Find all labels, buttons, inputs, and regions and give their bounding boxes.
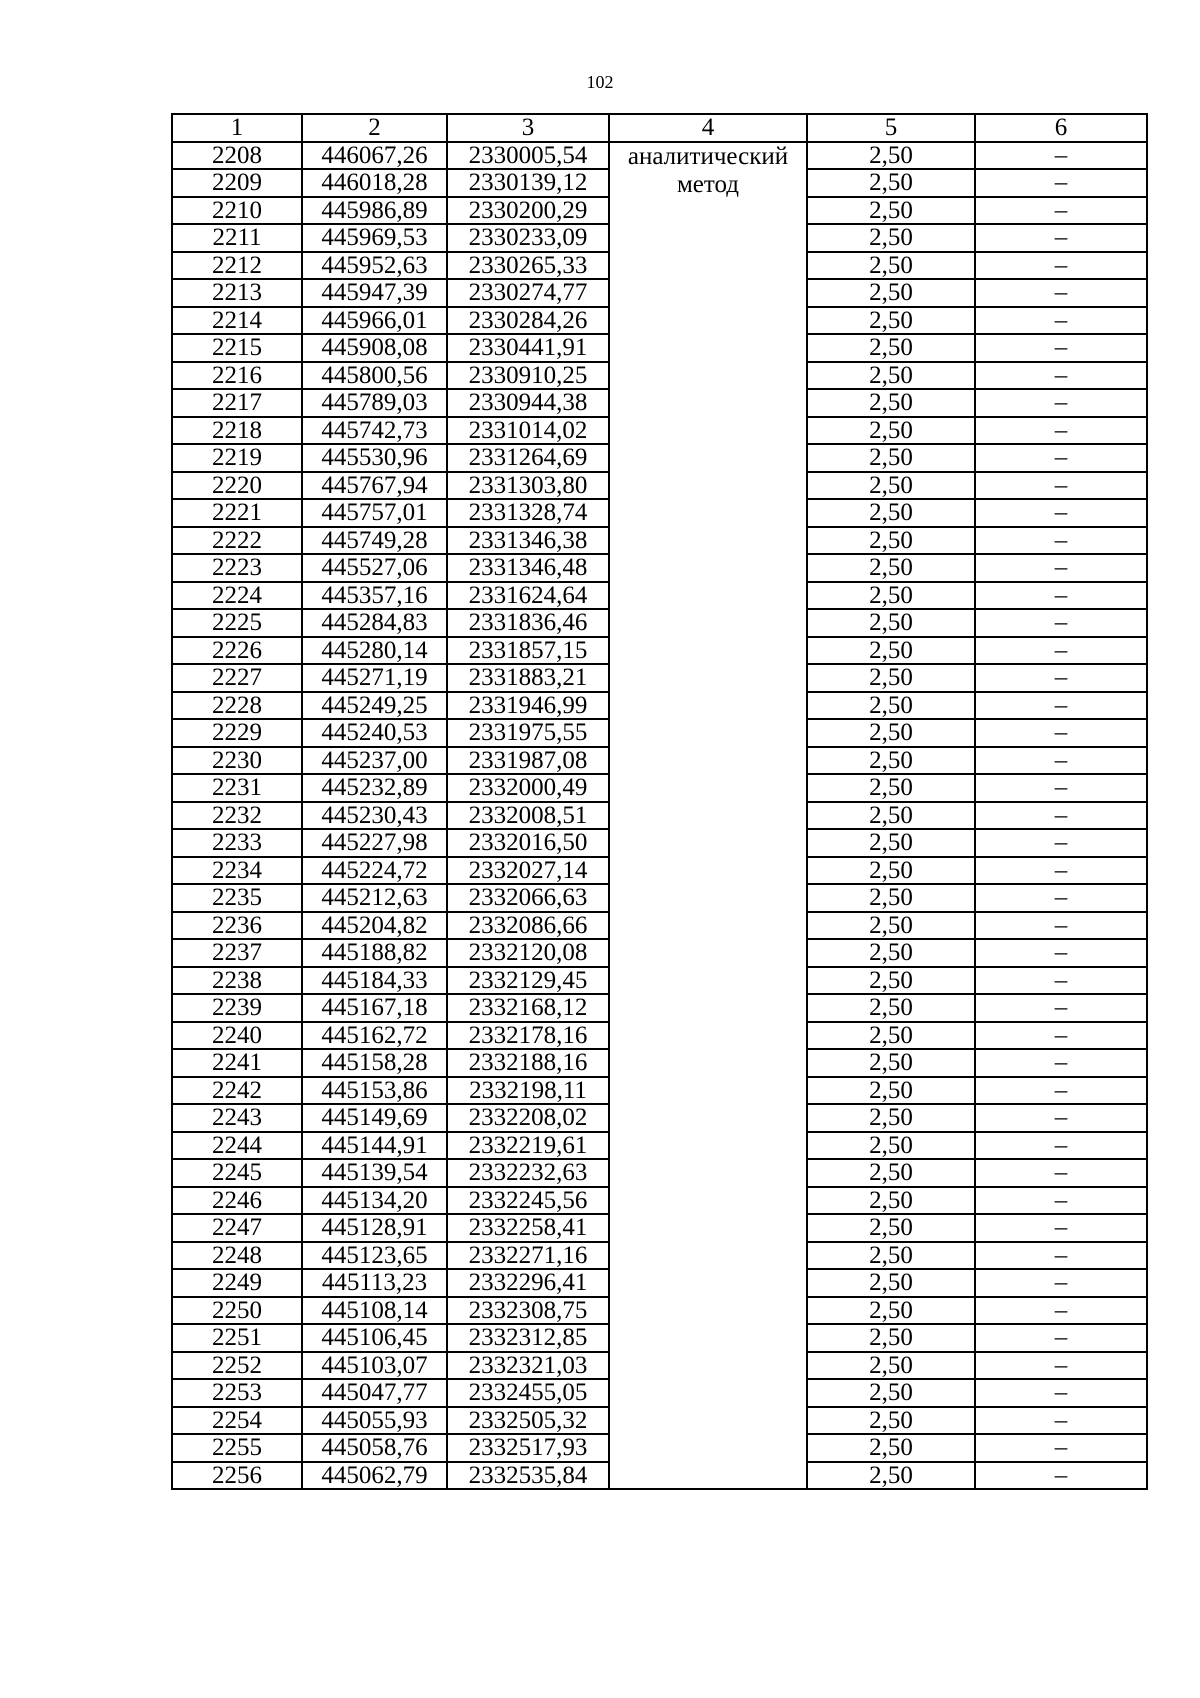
accuracy-cell: 2,50 [807,197,975,225]
x-coordinate-cell: 445128,91 [302,1214,447,1242]
accuracy-cell: 2,50 [807,637,975,665]
point-number-cell: 2231 [172,774,302,802]
accuracy-cell: 2,50 [807,994,975,1022]
x-coordinate-cell: 445969,53 [302,224,447,252]
accuracy-cell: 2,50 [807,1077,975,1105]
x-coordinate-cell: 445139,54 [302,1159,447,1187]
y-coordinate-cell: 2331987,08 [447,747,609,775]
y-coordinate-cell: 2330200,29 [447,197,609,225]
accuracy-cell: 2,50 [807,307,975,335]
accuracy-cell: 2,50 [807,1049,975,1077]
point-number-cell: 2241 [172,1049,302,1077]
x-coordinate-cell: 445284,83 [302,609,447,637]
description-cell: – [975,802,1147,830]
description-cell: – [975,857,1147,885]
description-cell: – [975,582,1147,610]
accuracy-cell: 2,50 [807,884,975,912]
y-coordinate-cell: 2332120,08 [447,939,609,967]
accuracy-cell: 2,50 [807,1462,975,1490]
accuracy-cell: 2,50 [807,527,975,555]
description-cell: – [975,1324,1147,1352]
description-cell: – [975,747,1147,775]
x-coordinate-cell: 445357,16 [302,582,447,610]
x-coordinate-cell: 445167,18 [302,994,447,1022]
x-coordinate-cell: 445749,28 [302,527,447,555]
point-number-cell: 2240 [172,1022,302,1050]
x-coordinate-cell: 445757,01 [302,499,447,527]
description-cell: – [975,1379,1147,1407]
y-coordinate-cell: 2332168,12 [447,994,609,1022]
point-number-cell: 2236 [172,912,302,940]
point-number-cell: 2238 [172,967,302,995]
description-cell: – [975,1297,1147,1325]
description-cell: – [975,444,1147,472]
description-cell: – [975,1462,1147,1490]
point-number-cell: 2242 [172,1077,302,1105]
accuracy-cell: 2,50 [807,362,975,390]
description-cell: – [975,142,1147,170]
accuracy-cell: 2,50 [807,279,975,307]
table-body [172,142,1147,1490]
column-header: 5 [807,114,975,142]
description-cell: – [975,912,1147,940]
accuracy-cell: 2,50 [807,939,975,967]
y-coordinate-cell: 2332271,16 [447,1242,609,1270]
y-coordinate-cell: 2332066,63 [447,884,609,912]
x-coordinate-cell: 446067,26 [302,142,447,170]
x-coordinate-cell: 445204,82 [302,912,447,940]
point-number-cell: 2252 [172,1352,302,1380]
y-coordinate-cell: 2331346,38 [447,527,609,555]
y-coordinate-cell: 2330233,09 [447,224,609,252]
description-cell: – [975,252,1147,280]
table-header-row [172,114,1147,142]
accuracy-cell: 2,50 [807,1324,975,1352]
y-coordinate-cell: 2331975,55 [447,719,609,747]
x-coordinate-cell: 445149,69 [302,1104,447,1132]
description-cell: – [975,664,1147,692]
point-number-cell: 2239 [172,994,302,1022]
y-coordinate-cell: 2332517,93 [447,1434,609,1462]
description-cell: – [975,1407,1147,1435]
x-coordinate-cell: 445106,45 [302,1324,447,1352]
y-coordinate-cell: 2332505,32 [447,1407,609,1435]
description-cell: – [975,1104,1147,1132]
accuracy-cell: 2,50 [807,1407,975,1435]
point-number-cell: 2217 [172,389,302,417]
description-cell: – [975,1022,1147,1050]
point-number-cell: 2251 [172,1324,302,1352]
x-coordinate-cell: 445237,00 [302,747,447,775]
x-coordinate-cell: 445742,73 [302,417,447,445]
point-number-cell: 2234 [172,857,302,885]
accuracy-cell: 2,50 [807,774,975,802]
description-cell: – [975,1214,1147,1242]
y-coordinate-cell: 2332232,63 [447,1159,609,1187]
y-coordinate-cell: 2331014,02 [447,417,609,445]
y-coordinate-cell: 2331264,69 [447,444,609,472]
x-coordinate-cell: 445947,39 [302,279,447,307]
x-coordinate-cell: 445058,76 [302,1434,447,1462]
description-cell: – [975,1269,1147,1297]
point-number-cell: 2214 [172,307,302,335]
y-coordinate-cell: 2330441,91 [447,334,609,362]
point-number-cell: 2216 [172,362,302,390]
description-cell: – [975,1159,1147,1187]
y-coordinate-cell: 2332000,49 [447,774,609,802]
x-coordinate-cell: 445062,79 [302,1462,447,1490]
point-number-cell: 2215 [172,334,302,362]
x-coordinate-cell: 445113,23 [302,1269,447,1297]
accuracy-cell: 2,50 [807,1214,975,1242]
description-cell: – [975,692,1147,720]
accuracy-cell: 2,50 [807,967,975,995]
y-coordinate-cell: 2331624,64 [447,582,609,610]
point-number-cell: 2244 [172,1132,302,1160]
x-coordinate-cell: 445108,14 [302,1297,447,1325]
description-cell: – [975,307,1147,335]
y-coordinate-cell: 2330265,33 [447,252,609,280]
x-coordinate-cell: 445232,89 [302,774,447,802]
column-header: 1 [172,114,302,142]
accuracy-cell: 2,50 [807,1159,975,1187]
accuracy-cell: 2,50 [807,829,975,857]
accuracy-cell: 2,50 [807,1434,975,1462]
x-coordinate-cell: 445224,72 [302,857,447,885]
point-number-cell: 2221 [172,499,302,527]
point-number-cell: 2233 [172,829,302,857]
point-number-cell: 2249 [172,1269,302,1297]
point-number-cell: 2209 [172,169,302,197]
description-cell: – [975,939,1147,967]
y-coordinate-cell: 2330005,54 [447,142,609,170]
description-cell: – [975,197,1147,225]
accuracy-cell: 2,50 [807,747,975,775]
y-coordinate-cell: 2332535,84 [447,1462,609,1490]
page-number: 102 [586,72,614,92]
x-coordinate-cell: 445530,96 [302,444,447,472]
x-coordinate-cell: 445144,91 [302,1132,447,1160]
x-coordinate-cell: 445153,86 [302,1077,447,1105]
description-cell: – [975,774,1147,802]
point-number-cell: 2213 [172,279,302,307]
point-number-cell: 2210 [172,197,302,225]
y-coordinate-cell: 2331857,15 [447,637,609,665]
description-cell: – [975,829,1147,857]
point-number-cell: 2232 [172,802,302,830]
description-cell: – [975,334,1147,362]
accuracy-cell: 2,50 [807,444,975,472]
point-number-cell: 2211 [172,224,302,252]
accuracy-cell: 2,50 [807,1379,975,1407]
x-coordinate-cell: 445527,06 [302,554,447,582]
description-cell: – [975,1242,1147,1270]
accuracy-cell: 2,50 [807,1297,975,1325]
description-cell: – [975,719,1147,747]
point-number-cell: 2229 [172,719,302,747]
accuracy-cell: 2,50 [807,472,975,500]
y-coordinate-cell: 2331836,46 [447,609,609,637]
y-coordinate-cell: 2332308,75 [447,1297,609,1325]
point-number-cell: 2223 [172,554,302,582]
y-coordinate-cell: 2330274,77 [447,279,609,307]
y-coordinate-cell: 2332455,05 [447,1379,609,1407]
point-number-cell: 2219 [172,444,302,472]
y-coordinate-cell: 2332178,16 [447,1022,609,1050]
x-coordinate-cell: 445952,63 [302,252,447,280]
accuracy-cell: 2,50 [807,1242,975,1270]
accuracy-cell: 2,50 [807,692,975,720]
y-coordinate-cell: 2332219,61 [447,1132,609,1160]
x-coordinate-cell: 445134,20 [302,1187,447,1215]
accuracy-cell: 2,50 [807,389,975,417]
description-cell: – [975,994,1147,1022]
x-coordinate-cell: 445212,63 [302,884,447,912]
point-number-cell: 2224 [172,582,302,610]
y-coordinate-cell: 2332258,41 [447,1214,609,1242]
accuracy-cell: 2,50 [807,554,975,582]
y-coordinate-cell: 2332321,03 [447,1352,609,1380]
x-coordinate-cell: 445908,08 [302,334,447,362]
accuracy-cell: 2,50 [807,334,975,362]
description-cell: – [975,389,1147,417]
accuracy-cell: 2,50 [807,664,975,692]
accuracy-cell: 2,50 [807,719,975,747]
description-cell: – [975,609,1147,637]
x-coordinate-cell: 445123,65 [302,1242,447,1270]
x-coordinate-cell: 445103,07 [302,1352,447,1380]
point-number-cell: 2250 [172,1297,302,1325]
x-coordinate-cell: 445055,93 [302,1407,447,1435]
y-coordinate-cell: 2332208,02 [447,1104,609,1132]
y-coordinate-cell: 2331883,21 [447,664,609,692]
y-coordinate-cell: 2330910,25 [447,362,609,390]
x-coordinate-cell: 445158,28 [302,1049,447,1077]
column-header: 6 [975,114,1147,142]
point-number-cell: 2235 [172,884,302,912]
point-number-cell: 2220 [172,472,302,500]
accuracy-cell: 2,50 [807,857,975,885]
point-number-cell: 2230 [172,747,302,775]
accuracy-cell: 2,50 [807,252,975,280]
description-cell: – [975,279,1147,307]
point-number-cell: 2247 [172,1214,302,1242]
column-header: 4 [609,114,807,142]
accuracy-cell: 2,50 [807,142,975,170]
y-coordinate-cell: 2332086,66 [447,912,609,940]
point-number-cell: 2222 [172,527,302,555]
accuracy-cell: 2,50 [807,912,975,940]
x-coordinate-cell: 445047,77 [302,1379,447,1407]
point-number-cell: 2243 [172,1104,302,1132]
y-coordinate-cell: 2332027,14 [447,857,609,885]
coordinates-table [171,113,1148,1490]
description-cell: – [975,1077,1147,1105]
description-cell: – [975,1434,1147,1462]
column-header: 2 [302,114,447,142]
y-coordinate-cell: 2332016,50 [447,829,609,857]
point-number-cell: 2246 [172,1187,302,1215]
x-coordinate-cell: 445162,72 [302,1022,447,1050]
description-cell: – [975,884,1147,912]
x-coordinate-cell: 445227,98 [302,829,447,857]
x-coordinate-cell: 446018,28 [302,169,447,197]
y-coordinate-cell: 2331346,48 [447,554,609,582]
accuracy-cell: 2,50 [807,1269,975,1297]
description-cell: – [975,1187,1147,1215]
y-coordinate-cell: 2330139,12 [447,169,609,197]
point-number-cell: 2256 [172,1462,302,1490]
accuracy-cell: 2,50 [807,169,975,197]
y-coordinate-cell: 2332129,45 [447,967,609,995]
x-coordinate-cell: 445271,19 [302,664,447,692]
column-header: 3 [447,114,609,142]
point-number-cell: 2255 [172,1434,302,1462]
description-cell: – [975,472,1147,500]
description-cell: – [975,499,1147,527]
description-cell: – [975,1132,1147,1160]
description-cell: – [975,417,1147,445]
accuracy-cell: 2,50 [807,1022,975,1050]
y-coordinate-cell: 2332296,41 [447,1269,609,1297]
description-cell: – [975,967,1147,995]
accuracy-cell: 2,50 [807,609,975,637]
accuracy-cell: 2,50 [807,1104,975,1132]
point-number-cell: 2248 [172,1242,302,1270]
point-number-cell: 2225 [172,609,302,637]
y-coordinate-cell: 2331946,99 [447,692,609,720]
y-coordinate-cell: 2330284,26 [447,307,609,335]
accuracy-cell: 2,50 [807,1187,975,1215]
description-cell: – [975,1352,1147,1380]
x-coordinate-cell: 445800,56 [302,362,447,390]
point-number-cell: 2228 [172,692,302,720]
y-coordinate-cell: 2332198,11 [447,1077,609,1105]
x-coordinate-cell: 445986,89 [302,197,447,225]
x-coordinate-cell: 445240,53 [302,719,447,747]
table-row [172,142,1147,170]
y-coordinate-cell: 2332188,16 [447,1049,609,1077]
point-number-cell: 2253 [172,1379,302,1407]
description-cell: – [975,169,1147,197]
point-number-cell: 2226 [172,637,302,665]
y-coordinate-cell: 2331328,74 [447,499,609,527]
description-cell: – [975,637,1147,665]
description-cell: – [975,554,1147,582]
x-coordinate-cell: 445966,01 [302,307,447,335]
x-coordinate-cell: 445184,33 [302,967,447,995]
description-cell: – [975,224,1147,252]
point-number-cell: 2227 [172,664,302,692]
y-coordinate-cell: 2332245,56 [447,1187,609,1215]
point-number-cell: 2212 [172,252,302,280]
method-cell: аналитический метод [609,142,807,1490]
x-coordinate-cell: 445789,03 [302,389,447,417]
description-cell: – [975,1049,1147,1077]
y-coordinate-cell: 2332008,51 [447,802,609,830]
x-coordinate-cell: 445767,94 [302,472,447,500]
y-coordinate-cell: 2331303,80 [447,472,609,500]
accuracy-cell: 2,50 [807,1132,975,1160]
point-number-cell: 2254 [172,1407,302,1435]
x-coordinate-cell: 445280,14 [302,637,447,665]
point-number-cell: 2208 [172,142,302,170]
description-cell: – [975,362,1147,390]
accuracy-cell: 2,50 [807,582,975,610]
accuracy-cell: 2,50 [807,1352,975,1380]
y-coordinate-cell: 2332312,85 [447,1324,609,1352]
x-coordinate-cell: 445188,82 [302,939,447,967]
point-number-cell: 2218 [172,417,302,445]
y-coordinate-cell: 2330944,38 [447,389,609,417]
accuracy-cell: 2,50 [807,224,975,252]
accuracy-cell: 2,50 [807,499,975,527]
point-number-cell: 2245 [172,1159,302,1187]
description-cell: – [975,527,1147,555]
point-number-cell: 2237 [172,939,302,967]
accuracy-cell: 2,50 [807,802,975,830]
x-coordinate-cell: 445249,25 [302,692,447,720]
x-coordinate-cell: 445230,43 [302,802,447,830]
accuracy-cell: 2,50 [807,417,975,445]
